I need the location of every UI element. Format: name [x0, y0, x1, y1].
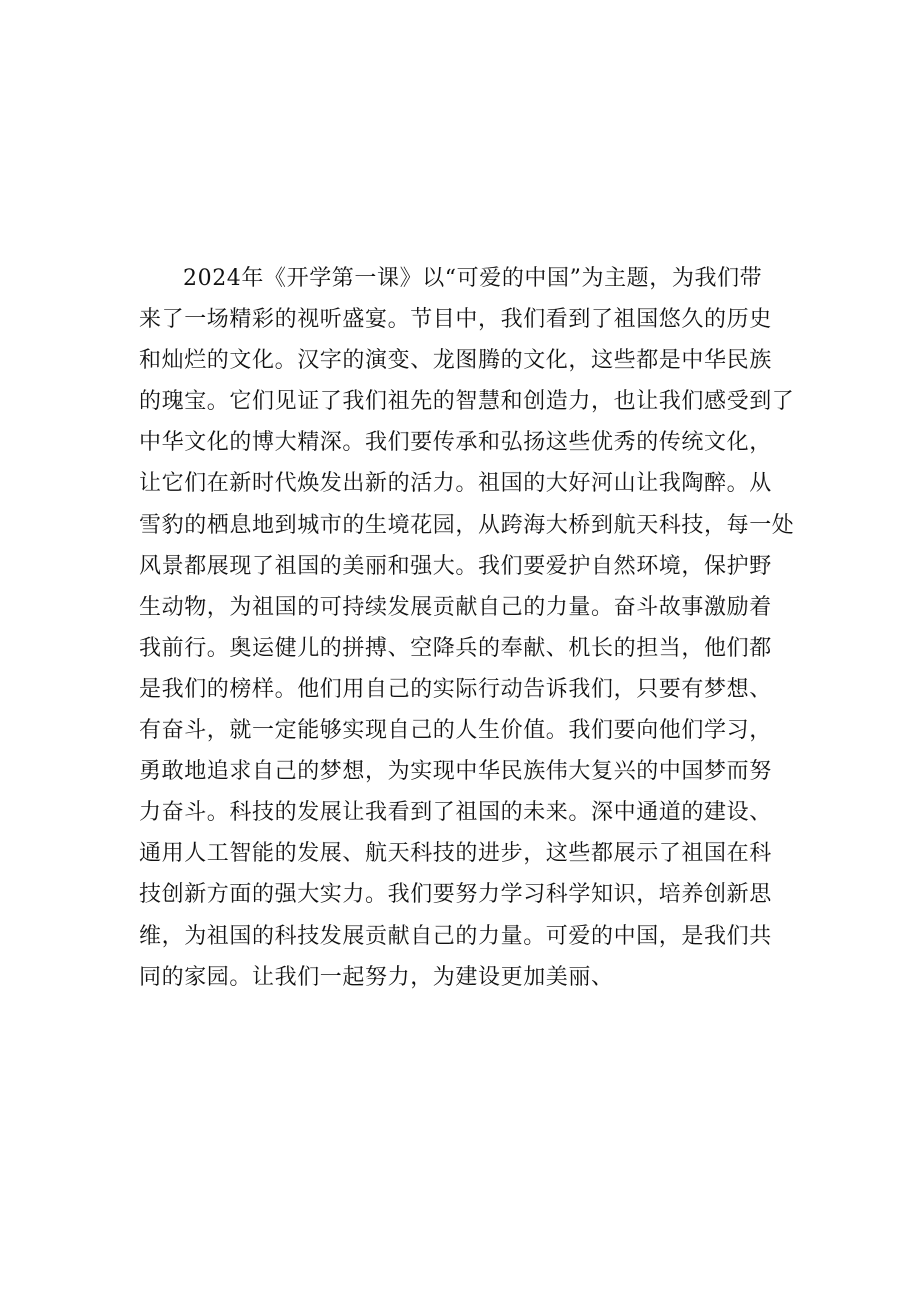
text-line: 维，为祖国的科技发展贡献自己的力量。可爱的中国，是我们共	[139, 923, 772, 949]
text-line: 2024年《开学第一课》以“可爱的中国”为主题，为我们带	[183, 266, 763, 291]
text-line: 中华文化的博大精深。我们要传承和弘扬这些优秀的传统文化，	[139, 430, 772, 456]
text-line: 的瑰宝。它们见证了我们祖先的智慧和创造力，也让我们感受到了	[139, 389, 795, 415]
essay-body	[139, 258, 799, 998]
text-line: 雪豹的栖息地到城市的生境花园，从跨海大桥到航天科技，每一处	[139, 512, 795, 538]
text-line: 生动物，为祖国的可持续发展贡献自己的力量。奋斗故事激励着	[139, 594, 772, 620]
text-line: 我前行。奥运健儿的拼搏、空降兵的奉献、机长的担当，他们都	[139, 635, 772, 661]
text-line: 和灿烂的文化。汉字的演变、龙图腾的文化，这些都是中华民族	[139, 348, 772, 374]
text-line: 有奋斗，就一定能够实现自己的人生价值。我们要向他们学习，	[139, 718, 772, 744]
text-line: 是我们的榜样。他们用自己的实际行动告诉我们，只要有梦想、	[139, 676, 772, 702]
text-line: 让它们在新时代焕发出新的活力。祖国的大好河山让我陶醉。从	[139, 471, 772, 497]
text-line: 通用人工智能的发展、航天科技的进步，这些都展示了祖国在科	[139, 841, 772, 867]
text-line: 同的家园。让我们一起努力，为建设更加美丽、	[139, 964, 614, 990]
text-line: 力奋斗。科技的发展让我看到了祖国的未来。深中通道的建设、	[139, 800, 772, 826]
text-line: 技创新方面的强大实力。我们要努力学习科学知识，培养创新思	[139, 882, 772, 908]
text-line: 来了一场精彩的视听盛宴。节目中，我们看到了祖国悠久的历史	[139, 307, 772, 333]
text-line: 勇敢地追求自己的梦想，为实现中华民族伟大复兴的中国梦而努	[139, 759, 772, 785]
text-line: 风景都展现了祖国的美丽和强大。我们要爱护自然环境，保护野	[139, 553, 772, 579]
